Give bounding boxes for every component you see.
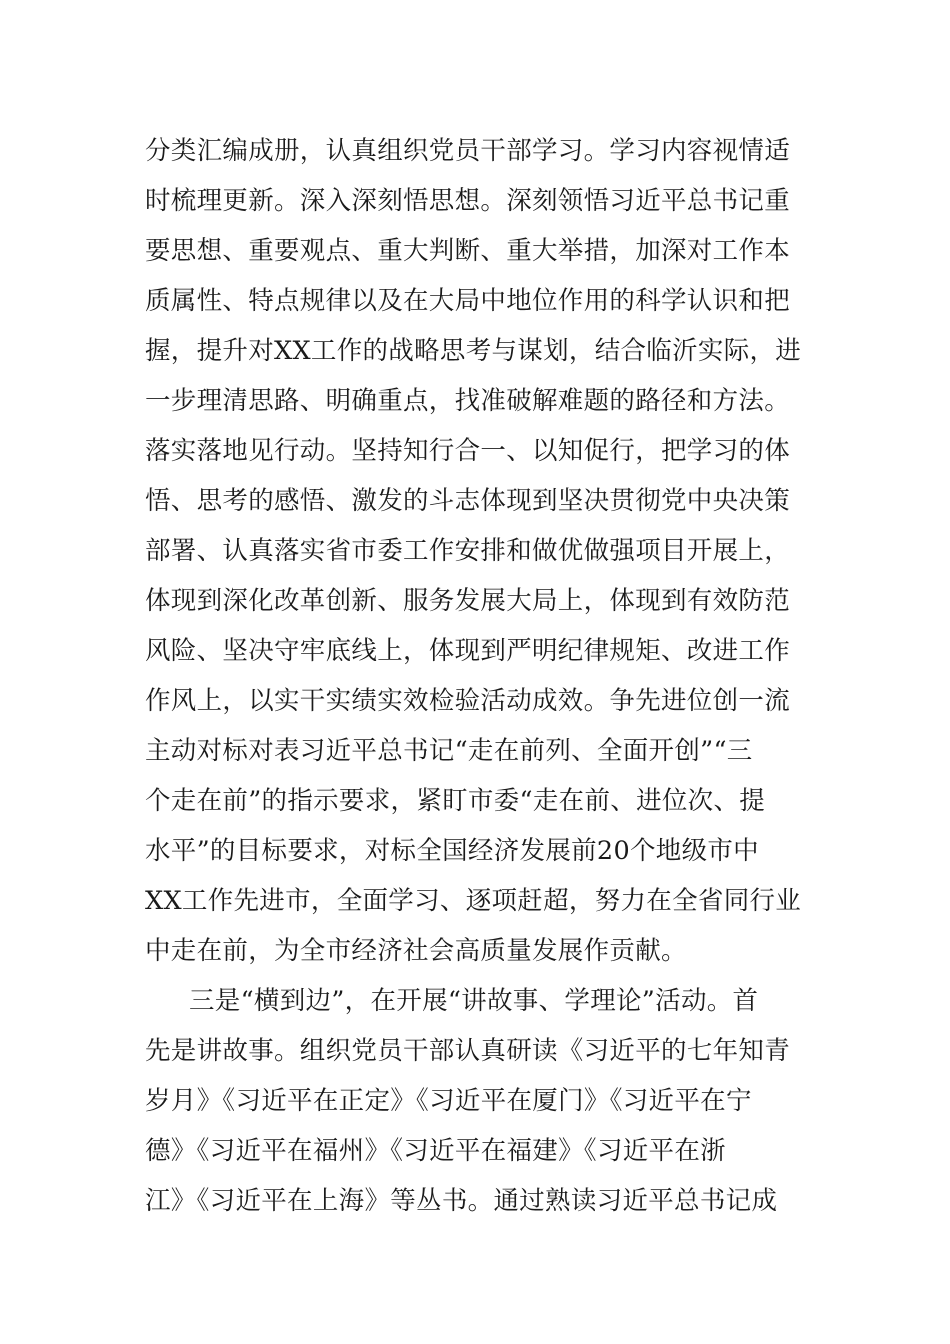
text-line: 风险、坚决守牢底线上，体现到严明纪律规矩、改进工作 — [145, 636, 791, 666]
text-line: 一步理清思路、明确重点，找准破解难题的路径和方法。 — [145, 386, 791, 416]
text-line: 中走在前，为全市经济社会高质量发展作贡献。 — [145, 936, 687, 966]
text-line: XX工作先进市，全面学习、逐项赶超，努力在全省同行业 — [145, 886, 802, 916]
text-line: 德》《习近平在福州》《习近平在福建》《习近平在浙 — [145, 1136, 726, 1166]
text-line: 分类汇编成册，认真组织党员干部学习。学习内容视情适 — [145, 136, 791, 166]
paragraph-start-line: 三是“横到边”，在开展“讲故事、学理论”活动。首 — [189, 986, 759, 1016]
body-text — [145, 126, 825, 1226]
text-line: 落实落地见行动。坚持知行合一、以知促行，把学习的体 — [145, 436, 791, 466]
text-line: 主动对标对表习近平总书记“走在前列、全面开创”“三 — [145, 736, 753, 766]
text-line: 部署、认真落实省市委工作安排和做优做强项目开展上， — [145, 536, 791, 566]
text-line: 质属性、特点规律以及在大局中地位作用的科学认识和把 — [145, 286, 791, 316]
text-line: 体现到深化改革创新、服务发展大局上，体现到有效防范 — [145, 586, 791, 616]
text-line: 江》《习近平在上海》等丛书。通过熟读习近平总书记成 — [145, 1186, 778, 1216]
text-line: 作风上，以实干实绩实效检验活动成效。争先进位创一流 — [145, 686, 791, 716]
text-line: 先是讲故事。组织党员干部认真研读《习近平的七年知青 — [145, 1036, 791, 1066]
text-line: 时梳理更新。深入深刻悟思想。深刻领悟习近平总书记重 — [145, 186, 791, 216]
text-line: 要思想、重要观点、重大判断、重大举措，加深对工作本 — [145, 236, 791, 266]
text-line: 握，提升对XX工作的战略思考与谋划，结合临沂实际，进 — [145, 336, 802, 366]
text-line: 悟、思考的感悟、激发的斗志体现到坚决贯彻党中央决策 — [145, 486, 791, 516]
text-line: 水平”的目标要求，对标全国经济发展前20个地级市中 — [145, 836, 759, 866]
text-line: 个走在前”的指示要求，紧盯市委“走在前、进位次、提 — [145, 786, 766, 816]
text-line: 岁月》《习近平在正定》《习近平在厦门》《习近平在宁 — [145, 1086, 752, 1116]
